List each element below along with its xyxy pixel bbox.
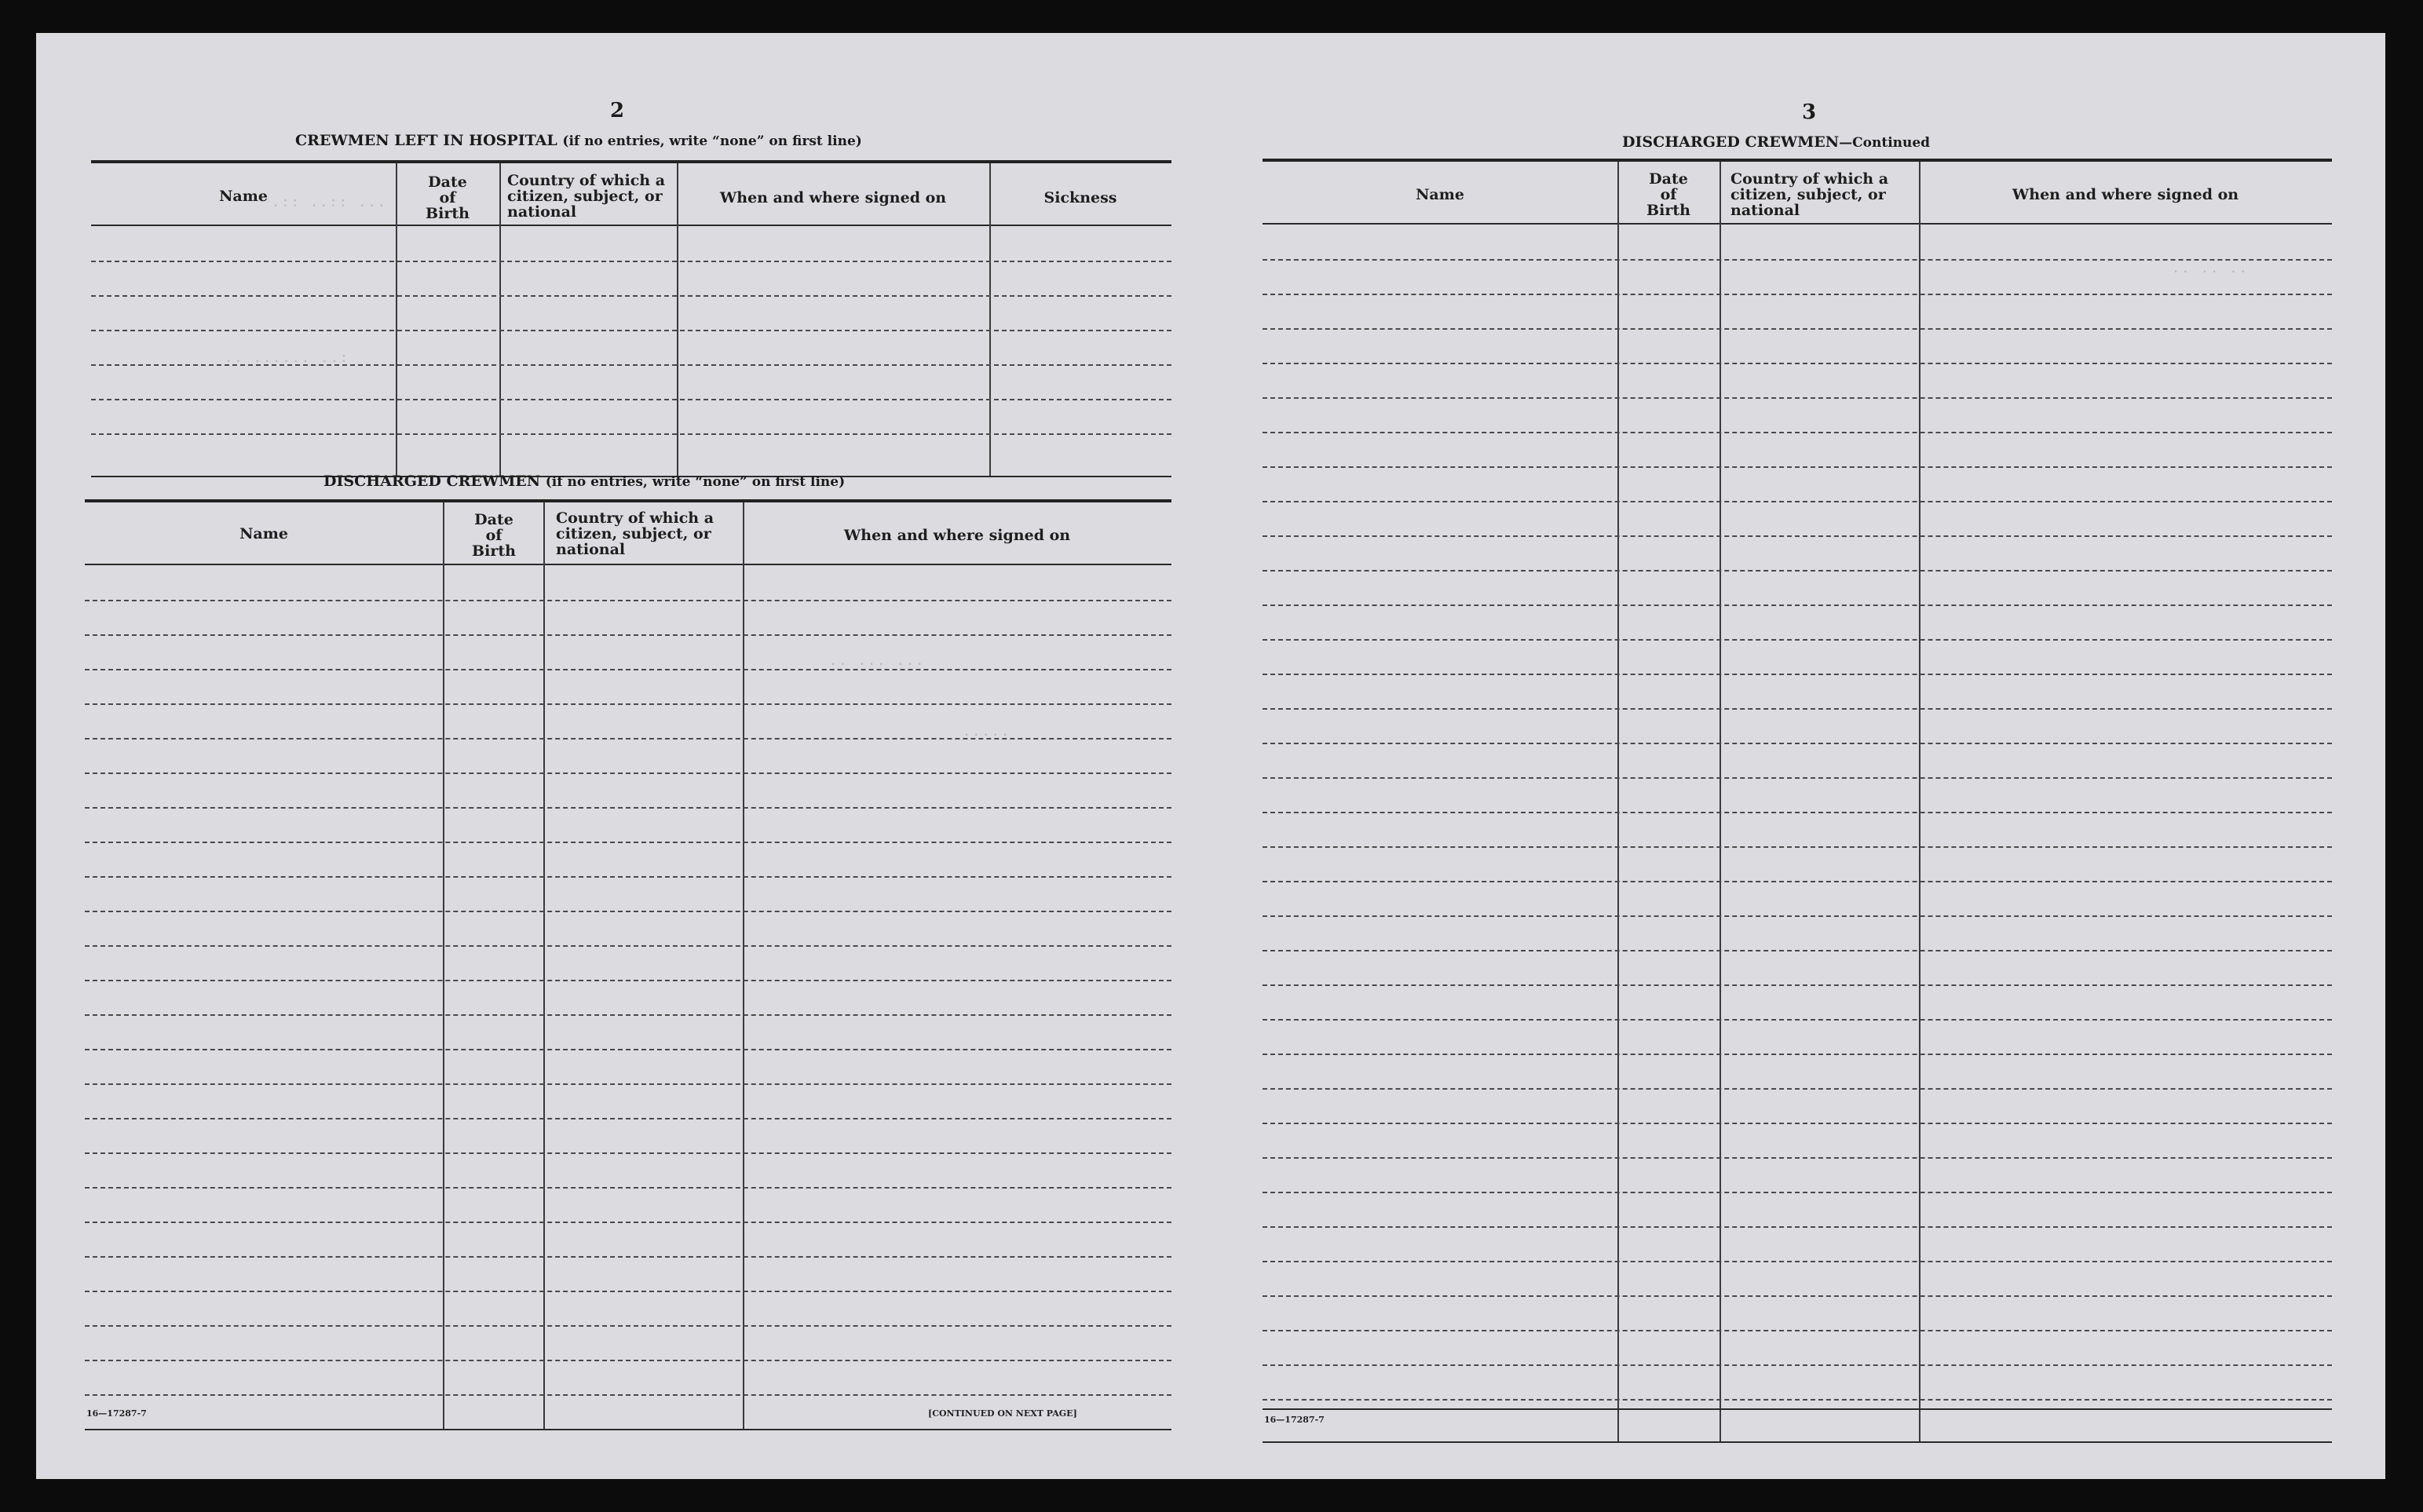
continued-entry-line	[1263, 328, 2332, 330]
form-number: 16—17287-7	[1264, 1415, 1325, 1425]
continued-col-divider	[1719, 162, 1721, 1441]
discharged-col-signed-on: When and where signed on	[843, 527, 1071, 544]
discharged-col-divider	[543, 502, 545, 1429]
continued-entry-line	[1263, 397, 2332, 399]
continued-entry-line	[1263, 846, 2332, 848]
continued-entry-line	[1263, 1192, 2332, 1193]
continued-entry-line	[1263, 812, 2332, 813]
hospital-entry-line	[91, 364, 1171, 366]
hospital-col-name: Name	[219, 188, 268, 205]
discharged-header-rule	[85, 564, 1171, 565]
bleed-through-mark: .. ...... ..:	[225, 350, 350, 366]
continued-bottom-rule	[1263, 1408, 2332, 1410]
continued-entry-line	[1263, 984, 2332, 986]
bleed-through-mark: .:: ..:: ...	[272, 195, 387, 210]
bleed-through-mark: .. ... ...	[829, 653, 926, 669]
discharged-col-country: Country of which a citizen, subject, or national	[556, 509, 714, 558]
continued-entry-line	[1263, 1330, 2332, 1331]
discharged-section-title	[323, 473, 845, 490]
discharged-entry-line	[85, 1187, 1171, 1189]
continued-entry-line	[1263, 1226, 2332, 1228]
right-page	[1211, 33, 2385, 1479]
discharged-col-divider	[443, 502, 444, 1429]
discharged-continued-title-text: DISCHARGED CREWMEN	[1622, 133, 1840, 151]
continued-entry-line	[1263, 259, 2332, 261]
discharged-entry-line	[85, 634, 1171, 636]
continued-entry-line	[1263, 1295, 2332, 1297]
continued-col-signed-on: When and where signed on	[2012, 186, 2239, 203]
continued-entry-line	[1263, 881, 2332, 882]
hospital-top-rule	[91, 160, 1171, 163]
continued-col-name: Name	[1416, 186, 1464, 203]
hospital-col-sickness: Sickness	[1043, 189, 1117, 206]
discharged-entry-line	[85, 842, 1171, 843]
continued-col-country: Country of which a citizen, subject, or national	[1730, 170, 1889, 219]
hospital-entry-line	[91, 399, 1171, 400]
hospital-col-divider	[989, 163, 991, 476]
continued-entry-line	[1263, 363, 2332, 364]
continued-entry-line	[1263, 535, 2332, 537]
discharged-entry-line	[85, 738, 1171, 740]
discharged-entry-line	[85, 980, 1171, 981]
continued-entry-line	[1263, 915, 2332, 917]
continued-entry-line	[1263, 570, 2332, 572]
continued-entry-line	[1263, 1157, 2332, 1159]
continued-entry-line	[1263, 432, 2332, 433]
discharged-entry-line	[85, 600, 1171, 601]
discharged-entry-line	[85, 772, 1171, 774]
continued-entry-line	[1263, 1399, 2332, 1401]
continued-entry-line	[1263, 639, 2332, 641]
continued-entry-line	[1263, 466, 2332, 468]
continued-col-divider	[1617, 162, 1619, 1441]
continued-col-divider	[1919, 162, 1920, 1441]
continued-entry-line	[1263, 743, 2332, 744]
discharged-entry-line	[85, 1049, 1171, 1050]
hospital-col-signed-on: When and where signed on	[719, 189, 947, 206]
continued-entry-line	[1263, 674, 2332, 675]
hospital-col-divider	[499, 163, 501, 476]
hospital-entry-line	[91, 295, 1171, 297]
discharged-entry-line	[85, 1014, 1171, 1016]
discharged-title-text: DISCHARGED CREWMEN	[323, 473, 541, 490]
discharged-top-rule	[85, 499, 1171, 502]
hospital-entry-line	[91, 261, 1171, 262]
discharged-entry-line	[85, 911, 1171, 912]
hospital-instruction: (if no entries, write “none” on first line)	[562, 133, 862, 149]
hospital-entry-line	[91, 433, 1171, 435]
continued-entry-line	[1263, 294, 2332, 295]
discharged-entry-line	[85, 807, 1171, 809]
continued-top-rule	[1263, 159, 2332, 162]
continued-entry-line	[1263, 950, 2332, 951]
continued-note: [CONTINUED ON NEXT PAGE]	[928, 1408, 1077, 1419]
hospital-col-date-of-birth: Date of Birth	[426, 173, 470, 222]
left-page	[36, 33, 1211, 1479]
continued-entry-line	[1263, 1261, 2332, 1262]
discharged-entry-line	[85, 703, 1171, 705]
discharged-entry-line	[85, 1152, 1171, 1154]
continued-entry-line	[1263, 1019, 2332, 1021]
hospital-header-rule	[91, 225, 1171, 226]
continued-entry-line	[1263, 708, 2332, 710]
discharged-bottom-rule	[85, 1429, 1171, 1430]
hospital-entry-line	[91, 330, 1171, 331]
continued-entry-line	[1263, 604, 2332, 606]
discharged-entry-line	[85, 1256, 1171, 1258]
discharged-continued-title	[1622, 133, 1930, 151]
continued-suffix: —Continued	[1839, 135, 1931, 151]
discharged-entry-line	[85, 1118, 1171, 1119]
continued-entry-line	[1263, 1088, 2332, 1090]
discharged-entry-line	[85, 1083, 1171, 1085]
hospital-title-text: CREWMEN LEFT IN HOSPITAL	[295, 132, 557, 149]
bleed-through-mark: .. .. ..	[2172, 261, 2249, 276]
form-number: 16—17287-7	[86, 1408, 147, 1419]
continued-header-rule	[1263, 223, 2332, 225]
hospital-col-divider	[677, 163, 678, 476]
continued-entry-line	[1263, 1123, 2332, 1124]
discharged-col-date-of-birth: Date of Birth	[472, 511, 516, 560]
discharged-entry-line	[85, 876, 1171, 878]
continued-entry-line	[1263, 777, 2332, 779]
hospital-col-country: Country of which a citizen, subject, or national	[507, 172, 666, 221]
discharged-entry-line	[85, 669, 1171, 670]
discharged-entry-line	[85, 1325, 1171, 1327]
discharged-col-divider	[743, 502, 744, 1429]
continued-entry-line	[1263, 501, 2332, 502]
discharged-entry-line	[85, 1394, 1171, 1396]
discharged-entry-line	[85, 945, 1171, 947]
bleed-through-mark: .....	[963, 724, 1011, 740]
hospital-section-title	[295, 132, 862, 149]
continued-entry-line	[1263, 1054, 2332, 1055]
continued-col-date-of-birth: Date of Birth	[1646, 170, 1690, 219]
discharged-col-name: Name	[239, 525, 288, 542]
continued-entry-line	[1263, 1364, 2332, 1366]
document-sheet	[36, 33, 2385, 1479]
hospital-col-divider	[396, 163, 397, 476]
continued-bottom-rule	[1263, 1441, 2332, 1443]
discharged-entry-line	[85, 1222, 1171, 1223]
discharged-instruction: (if no entries, write “none” on first line)	[545, 474, 846, 490]
page-number: 3	[1801, 100, 1817, 124]
discharged-entry-line	[85, 1291, 1171, 1292]
discharged-entry-line	[85, 1360, 1171, 1361]
page-number: 2	[609, 99, 625, 122]
